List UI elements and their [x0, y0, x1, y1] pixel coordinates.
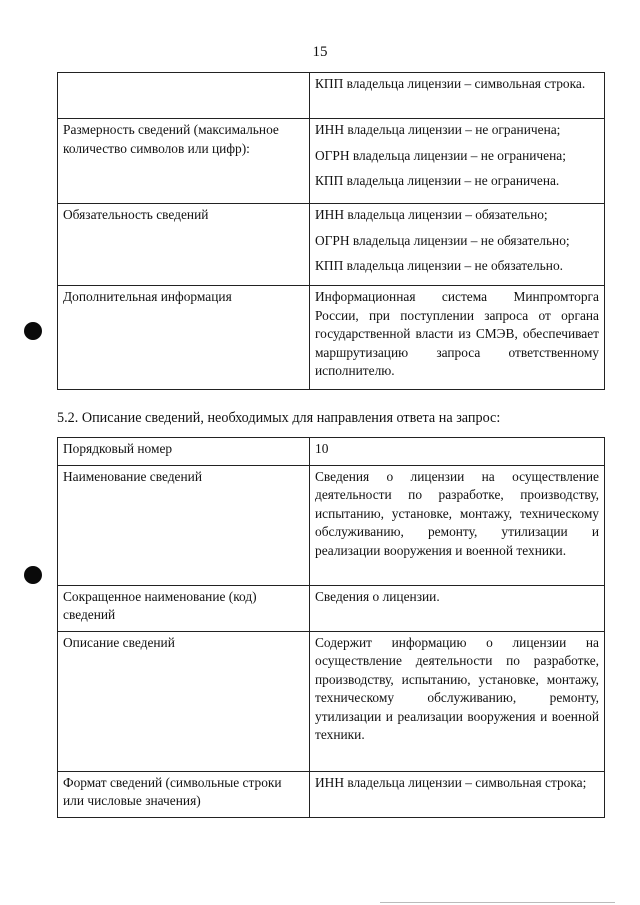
row-value: Информационная система Минпромторга России, при поступлении запроса от органа государственной власти из СМЭВ, обеспечивает маршрутизацию запроса ответственному исполнителю. — [310, 286, 605, 390]
table-row — [58, 465, 605, 585]
table-row — [58, 286, 605, 390]
table-row — [58, 204, 605, 286]
value-line: ОГРН владельца лицензии – не ограничена; — [315, 147, 566, 163]
value-line: ОГРН владельца лицензии – не обязательно; — [315, 232, 570, 248]
scan-edge-mark — [380, 902, 615, 903]
row-value — [310, 119, 605, 204]
row-value: КПП владельца лицензии – символьная строка. — [310, 73, 605, 119]
row-label: Сокращенное наименование (код) сведений — [58, 585, 310, 631]
row-value: Содержит информацию о лицензии на осуществление деятельности по разработке, производству, испытанию, установке, монтажу, техническому обслуживанию, ремонту, утилизации и реализации вооружения и военной техники. — [310, 631, 605, 771]
value-line: КПП владельца лицензии – не обязательно. — [315, 258, 564, 273]
row-value: ИНН владельца лицензии – символьная строка; — [310, 771, 605, 817]
row-label: Порядковый номер — [58, 438, 310, 466]
row-label: Обязательность сведений — [58, 204, 310, 286]
table-row — [58, 585, 605, 631]
value-line: ИНН владельца лицензии – обязательно; — [315, 207, 548, 222]
row-label: Дополнительная информация — [58, 286, 310, 390]
response-info-table — [57, 437, 605, 818]
punch-hole — [24, 566, 42, 584]
row-label: Наименование сведений — [58, 465, 310, 585]
table-row — [58, 771, 605, 817]
row-label — [58, 73, 310, 119]
row-value: Сведения о лицензии. — [310, 585, 605, 631]
row-value: Сведения о лицензии на осуществление деятельности по разработке, производству, испытанию, установке, монтажу, техническому обслуживанию, ремонту, утилизации и реализации вооружения и военной техники. — [310, 465, 605, 585]
row-label: Описание сведений — [58, 631, 310, 771]
table-row — [58, 119, 605, 204]
row-label: Формат сведений (символьные строки или числовые значения) — [58, 771, 310, 817]
section-heading: 5.2. Описание сведений, необходимых для направления ответа на запрос: — [57, 410, 501, 426]
page-number: 15 — [312, 44, 328, 60]
table-row — [58, 631, 605, 771]
row-label: Размерность сведений (максимальное количество символов или цифр): — [58, 119, 310, 204]
table-row — [58, 438, 605, 466]
table-row — [58, 73, 605, 119]
info-table-continued — [57, 72, 605, 390]
row-value — [310, 204, 605, 286]
punch-hole — [24, 322, 42, 340]
row-value: 10 — [310, 438, 605, 466]
value-line: КПП владельца лицензии – не ограничена. — [315, 173, 560, 188]
value-line: ИНН владельца лицензии – не ограничена; — [315, 122, 561, 137]
